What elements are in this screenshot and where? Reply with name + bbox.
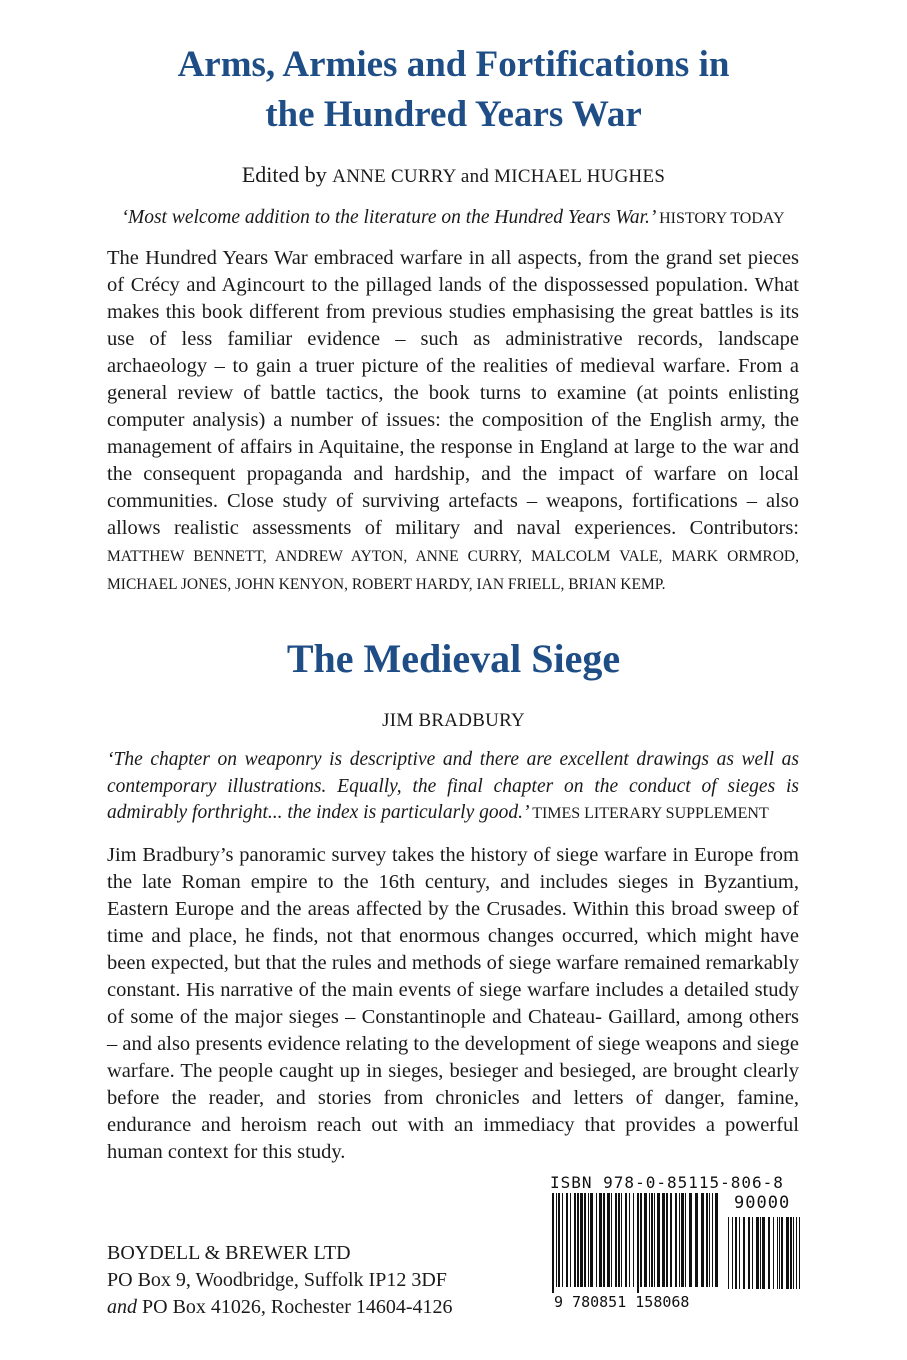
book2-author-name: JIM BRADBURY <box>382 710 525 731</box>
barcode-bar <box>732 1217 733 1289</box>
publisher-address-1: PO Box 9, Woodbridge, Suffolk IP12 3DF <box>107 1269 447 1291</box>
publisher-address-2 <box>107 1294 507 1321</box>
barcode-bar <box>621 1193 622 1287</box>
barcode-bar <box>584 1193 586 1287</box>
barcode-bar <box>625 1193 627 1287</box>
barcode-bar <box>574 1193 576 1287</box>
barcode-bar <box>644 1193 647 1287</box>
barcode-bar <box>556 1193 557 1287</box>
book2-quote-source: TIMES LITERARY SUPPLEMENT <box>532 805 769 822</box>
barcode-bar <box>657 1193 660 1287</box>
barcode-bar <box>640 1193 642 1287</box>
barcode-bar <box>735 1217 737 1289</box>
book1-contributors: MATTHEW BENNETT, ANDREW AYTON, ANNE CURRY, MALCOLM VALE, MARK ORMROD, MICHAEL JONES, JOHN KENYON, ROBERT HARDY, IAN FRIELL, BRIAN KEMP. <box>107 548 799 593</box>
editors-prefix: Edited by <box>241 162 327 187</box>
book1-title <box>0 40 907 140</box>
barcode-bar <box>715 1193 718 1287</box>
barcode-bar <box>580 1193 583 1287</box>
book2-quote-text: ‘The chapter on weaponry is descriptive and there are excellent drawings as well as contemporary illustrations. Equally, the final chapter on the conduct of sieges is admirably forthright... the index is particularly good.’ <box>107 749 799 823</box>
barcode-bar <box>599 1193 602 1287</box>
publisher-address-2-text: PO Box 41026, Rochester 14604-4126 <box>142 1296 453 1318</box>
barcode-bar <box>786 1217 789 1289</box>
barcode-bar <box>695 1193 698 1287</box>
barcode-bar <box>728 1217 729 1289</box>
barcode-bar <box>701 1193 704 1287</box>
barcode-bar <box>793 1217 794 1289</box>
barcode-bar <box>777 1217 778 1289</box>
barcode-bar <box>773 1217 774 1289</box>
barcode-bar <box>651 1193 653 1287</box>
barcode-bar <box>679 1193 680 1287</box>
barcode-bar <box>739 1217 740 1289</box>
book1-quote-text: ‘Most welcome addition to the literature on the Hundred Years War.’ <box>121 207 655 228</box>
barcode-bar <box>562 1193 563 1287</box>
barcode-bar <box>558 1193 560 1287</box>
barcode-bar <box>685 1193 686 1287</box>
barcode-bar <box>706 1193 708 1287</box>
barcode-bar <box>670 1193 672 1287</box>
book2-description: Jim Bradbury’s panoramic survey takes the history of siege warfare in Europe from the late Roman empire to the 16th century, and includes sieges in Byzantium, Eastern Europe and the areas affected by the Crusades. Within this broad sweep of time and place, he finds, not that enormous changes occurred, which might have been expected, but that the rules and methods of siege warfare remained remarkably constant. His narrative of the main events of siege warfare includes a detailed study of some of the major sieges – Constantinople and Chateau- Gaillard, among others – and also presents evidence relating to the development of siege weapons and siege warfare. The people caught up in sieges, besieger and besieged, are brought clearly before the reader, and stories from chronicles and letters of danger, famine, endurance and heroism reach out with an immediacy that provides a powerful human context for this study. <box>107 844 799 1163</box>
barcode-bar <box>756 1217 759 1289</box>
publisher-address-2-prefix: and <box>107 1296 137 1318</box>
book1-title-line2: the Hundred Years War <box>265 94 642 135</box>
book1-description-text: The Hundred Years War embraced warfare in all aspects, from the grand set pieces of Crécy and Agincourt to the pillaged lands of the dispossessed population. What makes this book different from previous studies emphasising the great battles is its use of less familiar evidence – such as administrative records, landscape archaeology – to gain a truer picture of the realities of medieval warfare. From a general review of battle tactics, the book turns to examine (at points enlisting computer analysis) a number of issues: the composition of the English army, the management of affairs in Aquitaine, the response in England at large to the war and the consequent propaganda and hardship, and the impact of warfare on local communities. Close study of surviving artefacts – weapons, fortifications – also allows realistic assessments of military and naval experiences. Contributors: <box>107 247 799 539</box>
barcode-bar <box>570 1193 571 1287</box>
book1-quote-source: HISTORY TODAY <box>659 210 785 227</box>
barcode-bar <box>675 1193 677 1287</box>
barcode-bar <box>709 1193 710 1287</box>
barcode-bar <box>666 1193 668 1287</box>
barcode-bar <box>577 1193 579 1287</box>
book2-review-quote <box>107 747 799 828</box>
barcode-bar <box>762 1217 765 1289</box>
barcode-bar <box>588 1193 589 1287</box>
barcode-bar <box>752 1217 753 1289</box>
price-code: 90000 <box>734 1193 791 1213</box>
barcode-bar <box>768 1217 770 1289</box>
barcode-bar <box>590 1193 593 1287</box>
barcode-bar <box>799 1217 800 1289</box>
barcode-bar <box>552 1193 554 1293</box>
book2-author <box>0 704 907 736</box>
barcode-bar <box>603 1193 605 1287</box>
barcode-bar <box>662 1193 665 1287</box>
barcode-bar <box>615 1193 617 1287</box>
isbn-label: ISBN 978-0-85115-806-8 <box>550 1173 784 1192</box>
book1-title-line1: Arms, Armies and Fortifications in <box>177 44 730 85</box>
barcode-bar <box>566 1193 568 1287</box>
book1-review-quote <box>107 205 799 233</box>
book1-description <box>107 245 799 598</box>
barcode-bar <box>629 1193 630 1287</box>
ean-digits: 9 780851 158068 <box>554 1293 690 1311</box>
barcode-bar <box>596 1193 597 1287</box>
isbn-barcode <box>538 1171 804 1313</box>
barcode-bar <box>607 1193 610 1287</box>
barcode-bar <box>748 1217 750 1289</box>
editors-names: ANNE CURRY and MICHAEL HUGHES <box>332 166 666 187</box>
barcode-bar <box>781 1217 783 1289</box>
barcode-bar <box>611 1193 612 1287</box>
book1-editors <box>0 160 907 192</box>
publisher-name: BOYDELL & BREWER LTD <box>107 1242 351 1264</box>
barcode-bar <box>743 1217 745 1289</box>
publisher-block <box>107 1240 507 1321</box>
barcode-bar <box>760 1217 761 1289</box>
barcode-bar <box>618 1193 620 1287</box>
barcode-bar <box>712 1193 713 1287</box>
barcode-bar <box>681 1193 684 1287</box>
barcode-bar <box>796 1217 797 1289</box>
barcode-bar <box>633 1193 634 1287</box>
barcode-bar <box>779 1217 780 1289</box>
barcode-bar <box>654 1193 655 1287</box>
barcode-bar <box>689 1193 692 1287</box>
book2-title: The Medieval Siege <box>286 636 621 681</box>
barcode-bar <box>637 1193 639 1293</box>
barcode-bar <box>649 1193 650 1287</box>
barcode-bar <box>790 1217 792 1289</box>
